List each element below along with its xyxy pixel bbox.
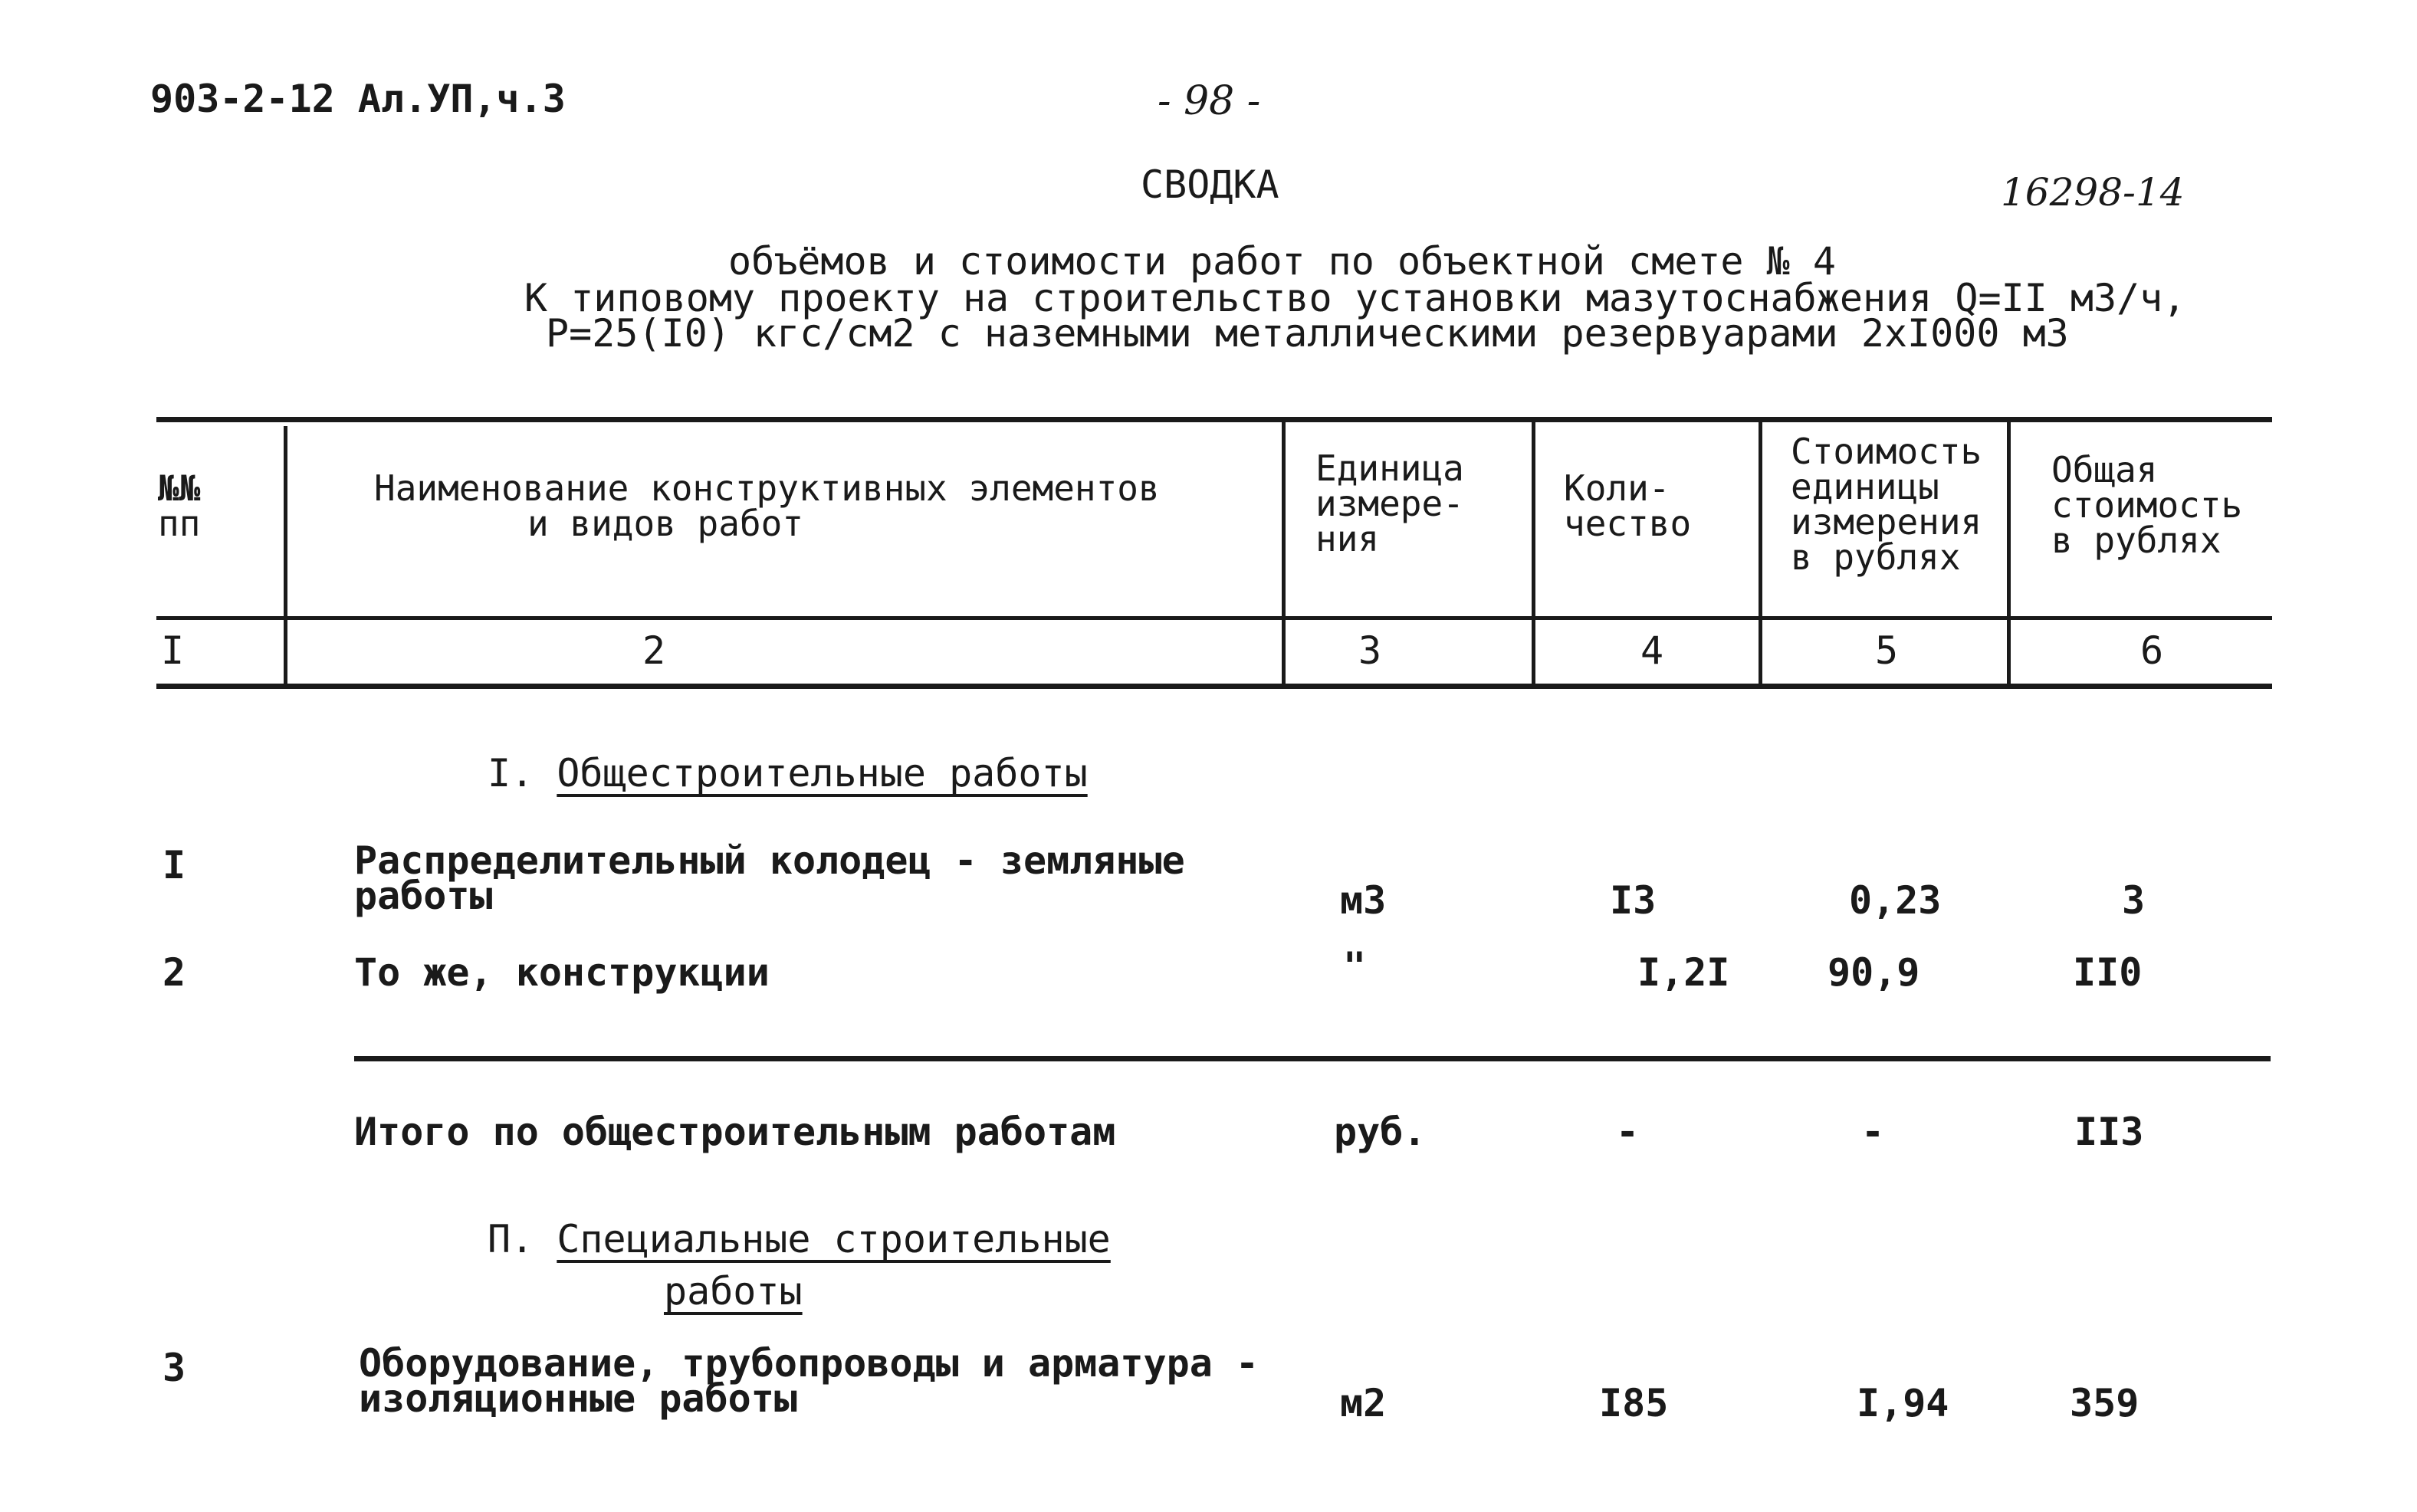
row-2-name: То же, конструкции	[354, 950, 770, 995]
row-2-num: 2	[163, 950, 186, 995]
subtotal-unit: руб.	[1334, 1110, 1427, 1154]
table-header-rule	[156, 616, 2272, 620]
row-3-num: 3	[163, 1346, 186, 1390]
row-2-unit-cost: 90,9	[1828, 950, 1920, 995]
table-column-divider	[2007, 420, 2011, 685]
subtitle-line-3: P=25(I0) кгс/см2 с наземными металлическими резервуарами 2хI000 м3	[546, 311, 2069, 356]
row-1-qty: I3	[1610, 878, 1657, 923]
row-3-total: 359	[2070, 1381, 2140, 1425]
row-3-qty: I85	[1599, 1381, 1669, 1425]
header-name: Наименование конструктивных элементов и видов работ	[374, 467, 1160, 544]
header-total: Общая стоимость в рублях	[2051, 449, 2243, 561]
section-title: П. Специальные строительные	[488, 1217, 1111, 1261]
row-2-unit: "	[1343, 944, 1367, 989]
header-qty: Коли- чество	[1564, 467, 1692, 544]
row-1-name: Распределительный колодец - земляные работы	[354, 838, 1185, 918]
row-3-unit: м2	[1340, 1381, 1387, 1425]
row-1-unit: м3	[1340, 878, 1387, 923]
table-column-divider	[284, 426, 287, 685]
row-2-total: II0	[2073, 950, 2143, 995]
subtotal-rule	[354, 1056, 2271, 1061]
col-number: 3	[1358, 628, 1382, 673]
section-title: I. Общестроительные работы	[488, 751, 1088, 795]
handwritten-stamp: 16298-14	[2001, 170, 2185, 215]
subtitle-line-2: К типовому проекту на строительство установки мазутоснабжения Q=II м3/ч,	[524, 276, 2186, 320]
subtotal-label: Итого по общестроительным работам	[354, 1110, 1116, 1154]
col-number: 4	[1640, 628, 1664, 673]
subtitle-line-1: объёмов и стоимости работ по объектной смете № 4	[728, 239, 1836, 284]
row-1-num: I	[163, 843, 186, 887]
row-3-unit-cost: I,94	[1857, 1381, 1949, 1425]
row-1-total: 3	[2122, 878, 2146, 923]
row-3-name: Оборудование, трубопроводы и арматура - изоляционные работы	[359, 1341, 1259, 1421]
table-column-divider	[1759, 420, 1762, 685]
col-number: 6	[2140, 628, 2164, 673]
page-number: - 98 -	[1158, 78, 1261, 124]
col-number: 2	[642, 628, 666, 673]
table-numbers-rule	[156, 684, 2272, 689]
table-column-divider	[1282, 420, 1286, 685]
header-unit-cost: Стоимость единицы измерения в рублях	[1791, 431, 1982, 578]
section-title-continued: работы	[664, 1269, 803, 1314]
subtotal-total: II3	[2074, 1110, 2144, 1154]
document-code: 903-2-12 Ал.УП,ч.3	[150, 77, 566, 121]
row-2-qty: I,2I	[1637, 950, 1730, 995]
header-num: №№ пп	[158, 467, 201, 544]
row-1-unit-cost: 0,23	[1849, 878, 1942, 923]
subtotal-qty: -	[1616, 1110, 1640, 1154]
header-unit: Единица измере- ния	[1315, 448, 1464, 559]
subtotal-unit-cost: -	[1861, 1110, 1885, 1154]
document-title: СВОДКА	[1141, 162, 1279, 207]
table-column-divider	[1532, 420, 1535, 685]
col-number: I	[161, 628, 185, 673]
col-number: 5	[1875, 628, 1899, 673]
table-top-rule	[156, 417, 2272, 422]
